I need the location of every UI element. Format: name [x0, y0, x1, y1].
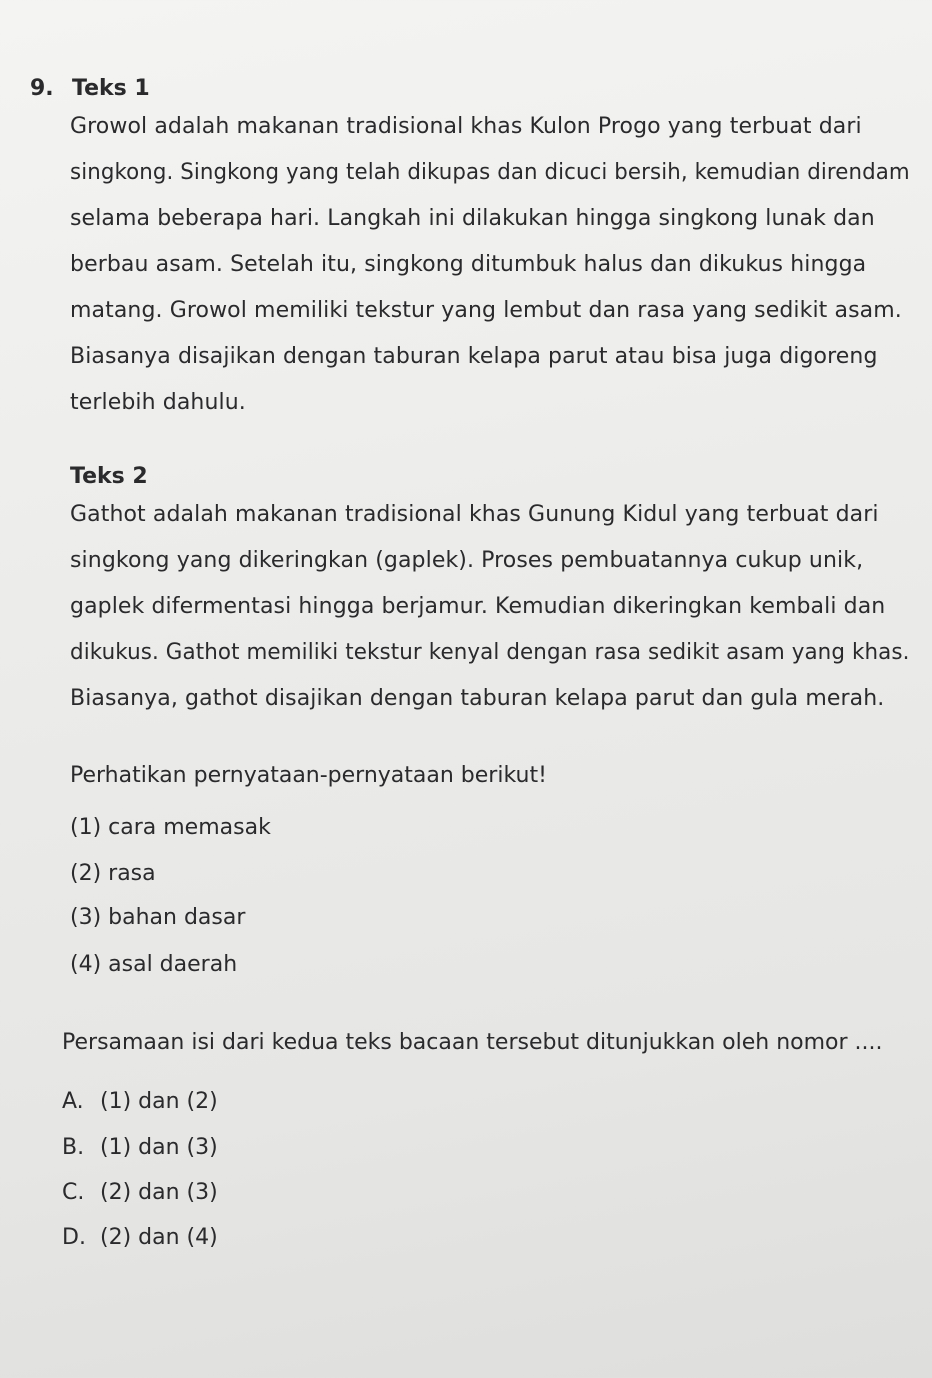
option-text: (2) dan (4): [100, 1225, 218, 1250]
text1-line: singkong. Singkong yang telah dikupas dan dicuci bersih, kemudian direndam: [70, 160, 910, 185]
text2-heading: Teks 2: [70, 464, 148, 489]
text1-paragraph: [70, 104, 910, 426]
option-letter: C.: [62, 1180, 85, 1205]
text1-line: terlebih dahulu.: [70, 390, 246, 415]
text2-line: dikukus. Gathot memiliki tekstur kenyal dengan rasa sedikit asam yang khas.: [70, 640, 910, 665]
text2-paragraph: [70, 492, 910, 722]
option-text: (1) dan (2): [100, 1089, 218, 1114]
text1-line: matang. Growol memiliki tekstur yang lembut dan rasa yang sedikit asam.: [70, 298, 902, 323]
option-letter: A.: [62, 1089, 84, 1114]
text1-line: berbau asam. Setelah itu, singkong ditumbuk halus dan dikukus hingga: [70, 252, 867, 277]
text1-heading: Teks 1: [72, 76, 150, 101]
option-a[interactable]: [62, 1089, 218, 1114]
statement-item: (2) rasa: [70, 861, 156, 886]
statement-item: (3) bahan dasar: [70, 905, 246, 930]
option-letter: B.: [62, 1135, 85, 1160]
option-c[interactable]: [62, 1180, 218, 1205]
text1-line: Growol adalah makanan tradisional khas Kulon Progo yang terbuat dari: [70, 114, 862, 139]
statement-item: (1) cara memasak: [70, 815, 271, 840]
statement-item: (4) asal daerah: [70, 952, 238, 977]
option-d[interactable]: [62, 1225, 218, 1250]
text1-line: Biasanya disajikan dengan taburan kelapa parut atau bisa juga digoreng: [70, 344, 878, 369]
text2-line: Biasanya, gathot disajikan dengan taburan kelapa parut dan gula merah.: [70, 686, 885, 711]
question-number: 9.: [30, 76, 54, 101]
text1-line: selama beberapa hari. Langkah ini dilakukan hingga singkong lunak dan: [70, 206, 875, 231]
text2-line: singkong yang dikeringkan (gaplek). Proses pembuatannya cukup unik,: [70, 548, 864, 573]
option-b[interactable]: [62, 1135, 218, 1160]
question-text: Persamaan isi dari kedua teks bacaan tersebut ditunjukkan oleh nomor ....: [62, 1030, 883, 1055]
option-text: (1) dan (3): [100, 1135, 218, 1160]
text2-line: Gathot adalah makanan tradisional khas Gunung Kidul yang terbuat dari: [70, 502, 879, 527]
text2-line: gaplek difermentasi hingga berjamur. Kemudian dikeringkan kembali dan: [70, 594, 886, 619]
option-letter: D.: [62, 1225, 86, 1250]
statements-intro: Perhatikan pernyataan-pernyataan berikut!: [70, 763, 547, 788]
option-text: (2) dan (3): [100, 1180, 218, 1205]
